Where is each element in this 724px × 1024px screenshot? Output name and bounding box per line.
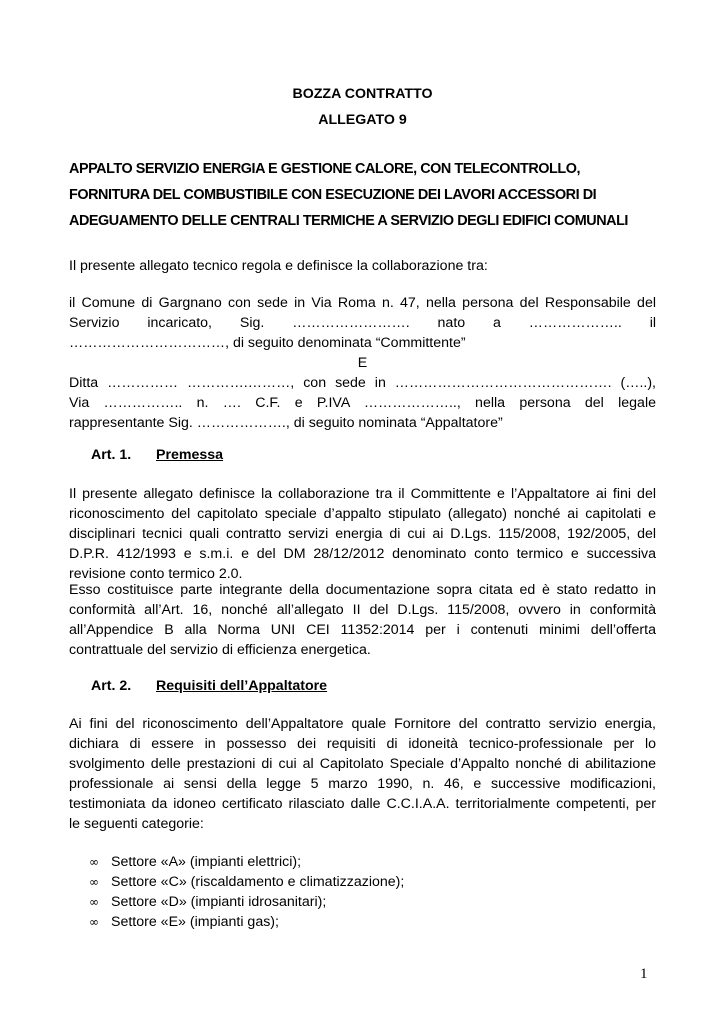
- text-line: il Comune di Gargnano con sede in Via Roma n. 47, nella persona del Responsabile del: [69, 295, 656, 311]
- list-item: [89, 872, 404, 892]
- infinity-bullet-icon: ∞: [89, 915, 99, 929]
- list-item: [89, 912, 404, 932]
- article-1-heading: [91, 447, 223, 463]
- article-2-heading: [91, 678, 327, 694]
- article-name: Requisiti dell’Appaltatore: [156, 678, 328, 694]
- text-line: Ditta …………… ………….………, con sede in ………………………………………. (…..),: [69, 375, 656, 391]
- text-line: rappresentante Sig. ………………., di seguito nominata “Appaltatore”: [69, 415, 503, 431]
- text-line: dichiara di essere in possesso dei requisiti di idoneità tecnico-professionale per lo: [69, 736, 656, 752]
- text-line: contrattuale del servizio di efficienza energetica.: [69, 642, 371, 658]
- title-line: APPALTO SERVIZIO ENERGIA E GESTIONE CALORE, CON TELECONTROLLO,: [69, 161, 580, 177]
- intro-paragraph: Il presente allegato tecnico regola e definisce la collaborazione tra:: [69, 258, 488, 274]
- article-1-paragraph-1: [69, 484, 656, 584]
- list-item-text: Settore «A» (impianti elettrici);: [111, 854, 302, 870]
- infinity-bullet-icon: ∞: [89, 855, 99, 869]
- text-line: Esso costituisce parte integrante della documentazione sopra citata ed è stato redatto in: [69, 582, 656, 598]
- text-line: all’Appendice B alla Norma UNI CEI 11352:2014 per i contenuti minimi dell’offerta: [69, 622, 656, 638]
- title-line: FORNITURA DEL COMBUSTIBILE CON ESECUZIONE DEI LAVORI ACCESSORI DI: [69, 187, 597, 203]
- list-item-text: Settore «E» (impianti gas);: [111, 914, 279, 930]
- text-line: Via …………….. n. …. C.F. e P.IVA ……………….., nella persona del legale: [69, 395, 656, 411]
- contract-title: [69, 156, 656, 234]
- list-item: [89, 892, 404, 912]
- text-line: Ai fini del riconoscimento dell’Appaltatore quale Fornitore del contratto servizio energia,: [69, 716, 656, 732]
- text-line: svolgimento delle prestazioni di cui al Capitolato Speciale d’Appalto nonché di abilitazione: [69, 756, 656, 772]
- conjunction-line: E: [357, 355, 368, 371]
- list-item-text: Settore «C» (riscaldamento e climatizzazione);: [111, 874, 405, 890]
- text-line: ……………………………, di seguito denominata “Committente”: [69, 335, 466, 351]
- text-line: Servizio incaricato, Sig. ……………………. nato a ……………….. il: [69, 315, 656, 331]
- text-line: D.P.R. 412/1993 e s.m.i. e del DM 28/12/2012 denominato conto termico e successiva: [69, 546, 656, 562]
- text-line: le seguenti categorie:: [69, 816, 204, 832]
- list-item: [89, 852, 404, 872]
- list-item-text: Settore «D» (impianti idrosanitari);: [111, 894, 327, 910]
- text-line: Il presente allegato definisce la collaborazione tra il Committente e l’Appaltatore ai fini del: [69, 486, 656, 502]
- category-list: [89, 852, 404, 932]
- text-line: professionale ai sensi della legge 5 marzo 1990, n. 46, e successive modificazioni,: [69, 776, 656, 792]
- annex-heading: ALLEGATO 9: [318, 112, 407, 128]
- infinity-bullet-icon: ∞: [89, 895, 99, 909]
- article-2-paragraph: [69, 714, 656, 834]
- text-line: testimoniata da idoneo certificato rilasciato dalle C.C.I.A.A. territorialmente competenti, per: [69, 796, 656, 812]
- title-line: ADEGUAMENTO DELLE CENTRALI TERMICHE A SERVIZIO DEGLI EDIFICI COMUNALI: [69, 213, 628, 229]
- parties-paragraph: [69, 293, 656, 433]
- draft-heading: BOZZA CONTRATTO: [292, 86, 433, 102]
- text-line: riconoscimento del capitolato speciale d’appalto stipulato (allegato) nonché ai capitolati e: [69, 506, 656, 522]
- text-line: conformità all’Art. 16, nonché all’allegato II del D.Lgs. 115/2008, ovvero in conformità: [69, 602, 656, 618]
- infinity-bullet-icon: ∞: [89, 875, 99, 889]
- page-number: 1: [640, 966, 648, 982]
- article-number: Art. 2.: [91, 678, 132, 694]
- article-number: Art. 1.: [91, 447, 132, 463]
- text-line: revisione conto termico 2.0.: [69, 566, 243, 582]
- article-1-paragraph-2: [69, 580, 656, 660]
- text-line: disciplinari tecnici quali contratto servizi energia di cui ai D.Lgs. 115/2008, 192/2005, del: [69, 526, 656, 542]
- article-name: Premessa: [156, 447, 224, 463]
